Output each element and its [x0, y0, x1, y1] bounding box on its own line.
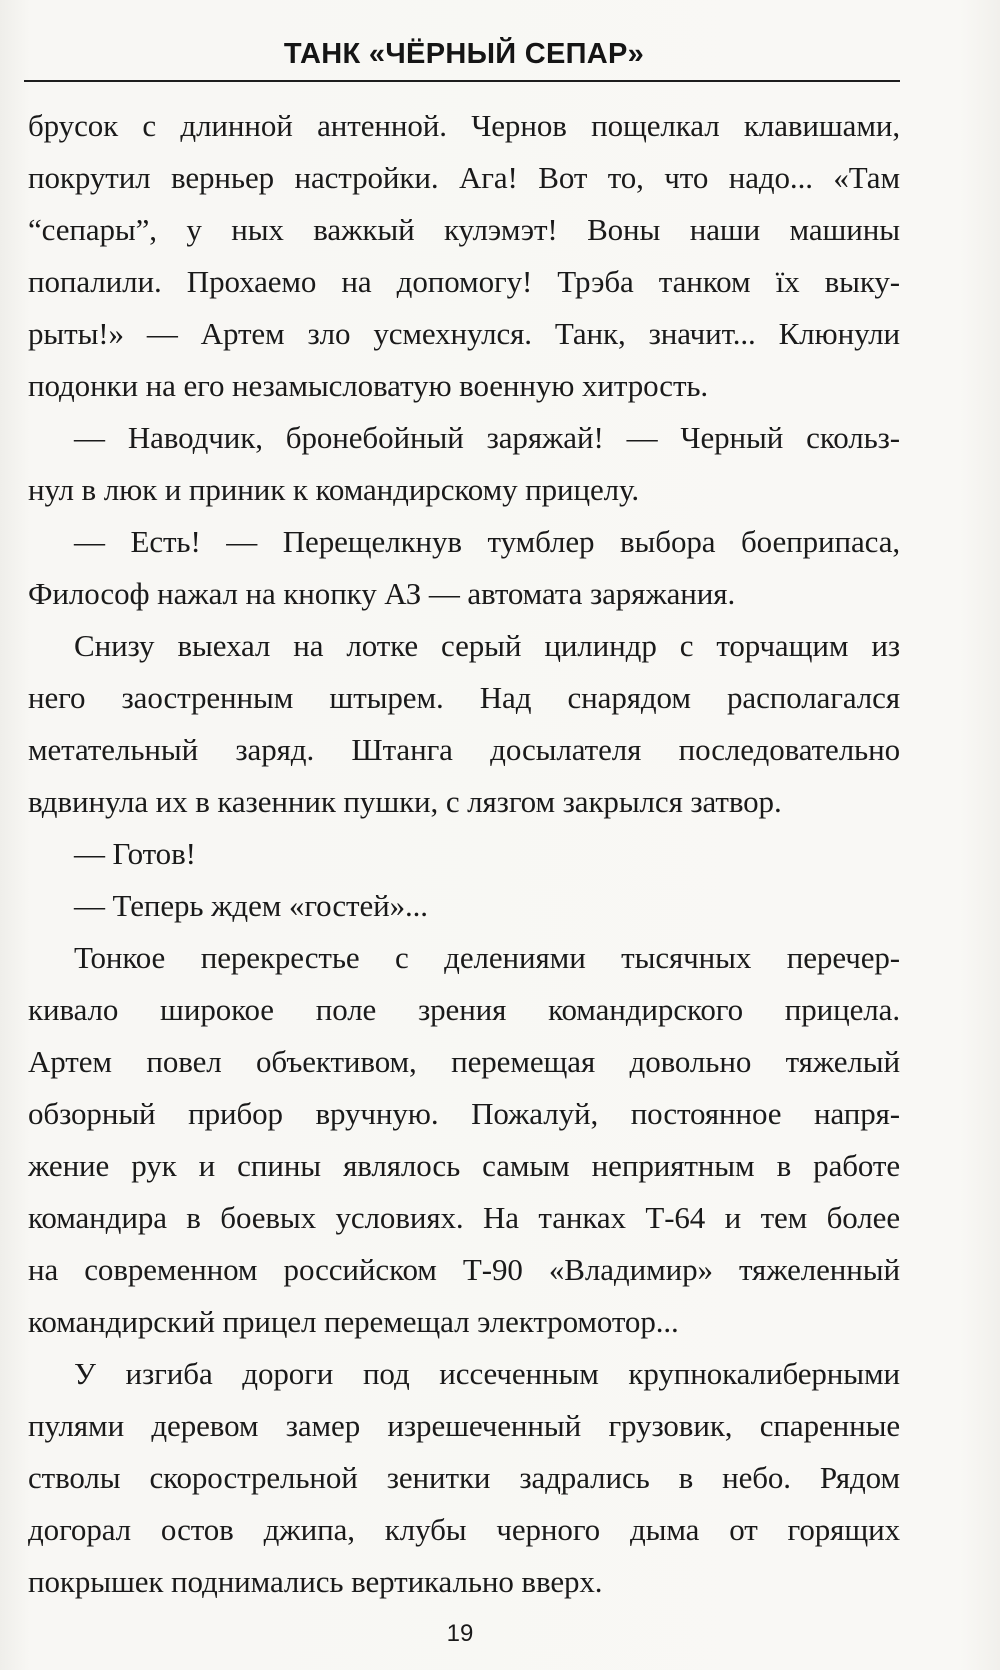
- text-line: командира в боевых условиях. На танках Т-64 и тем более: [28, 1200, 900, 1235]
- text-line: нул в люк и приник к командирскому прицелу.: [28, 472, 639, 507]
- text-line: попалили. Прохаемо на допомогу! Трэба танком їх выку-: [28, 264, 900, 299]
- body-text: [28, 100, 900, 1608]
- text-line: жение рук и спины являлось самым неприятным в работе: [28, 1148, 900, 1183]
- text-line: Артем повел объективом, перемещая довольно тяжелый: [28, 1044, 900, 1079]
- text-line: подонки на его незамысловатую военную хитрость.: [28, 368, 709, 403]
- page-number: 19: [446, 1620, 474, 1647]
- text-line: обзорный прибор вручную. Пожалуй, постоянное напря-: [28, 1096, 900, 1131]
- running-header: ТАНК «ЧЁРНЫЙ СЕПАР»: [283, 38, 645, 70]
- text-line: командирский прицел перемещал электромотор...: [28, 1304, 679, 1339]
- text-line: “сепары”, у ных важкый кулэмэт! Воны наши машины: [28, 212, 900, 247]
- text-line: вдвинула их в казенник пушки, с лязгом закрылся затвор.: [28, 784, 782, 819]
- text-line: — Наводчик, бронебойный заряжай! — Черный скольз-: [74, 420, 900, 455]
- header-rule: [24, 80, 900, 82]
- text-line: стволы скорострельной зенитки задрались в небо. Рядом: [28, 1460, 900, 1495]
- text-line: — Готов!: [74, 836, 196, 871]
- text-line: У изгиба дороги под иссеченным крупнокалиберными: [74, 1356, 900, 1391]
- text-line: Снизу выехал на лотке серый цилиндр с торчащим из: [74, 628, 900, 663]
- text-line: догорал остов джипа, клубы черного дыма от горящих: [28, 1512, 900, 1547]
- text-line: кивало широкое поле зрения командирского прицела.: [28, 992, 900, 1027]
- text-line: — Есть! — Перещелкнув тумблер выбора боеприпаса,: [74, 524, 900, 559]
- text-line: на современном российском Т-90 «Владимир» тяжеленный: [28, 1252, 900, 1287]
- text-line: Философ нажал на кнопку АЗ — автомата заряжания.: [28, 576, 736, 611]
- text-line: Тонкое перекрестье с делениями тысячных перечер-: [74, 940, 900, 975]
- text-line: метательный заряд. Штанга досылателя последовательно: [28, 732, 900, 767]
- text-line: покрутил верньер настройки. Ага! Вот то, что надо... «Там: [28, 160, 900, 195]
- text-line: пулями деревом замер изрешеченный грузовик, спаренные: [28, 1408, 900, 1443]
- text-line: рыты!» — Артем зло усмехнулся. Танк, значит... Клюнули: [28, 316, 900, 351]
- text-line: брусок с длинной антенной. Чернов пощелкал клавишами,: [28, 108, 900, 143]
- text-line: покрышек поднимались вертикально вверх.: [28, 1564, 603, 1599]
- text-line: — Теперь ждем «гостей»...: [74, 888, 428, 923]
- text-line: него заостренным штырем. Над снарядом располагался: [28, 680, 900, 715]
